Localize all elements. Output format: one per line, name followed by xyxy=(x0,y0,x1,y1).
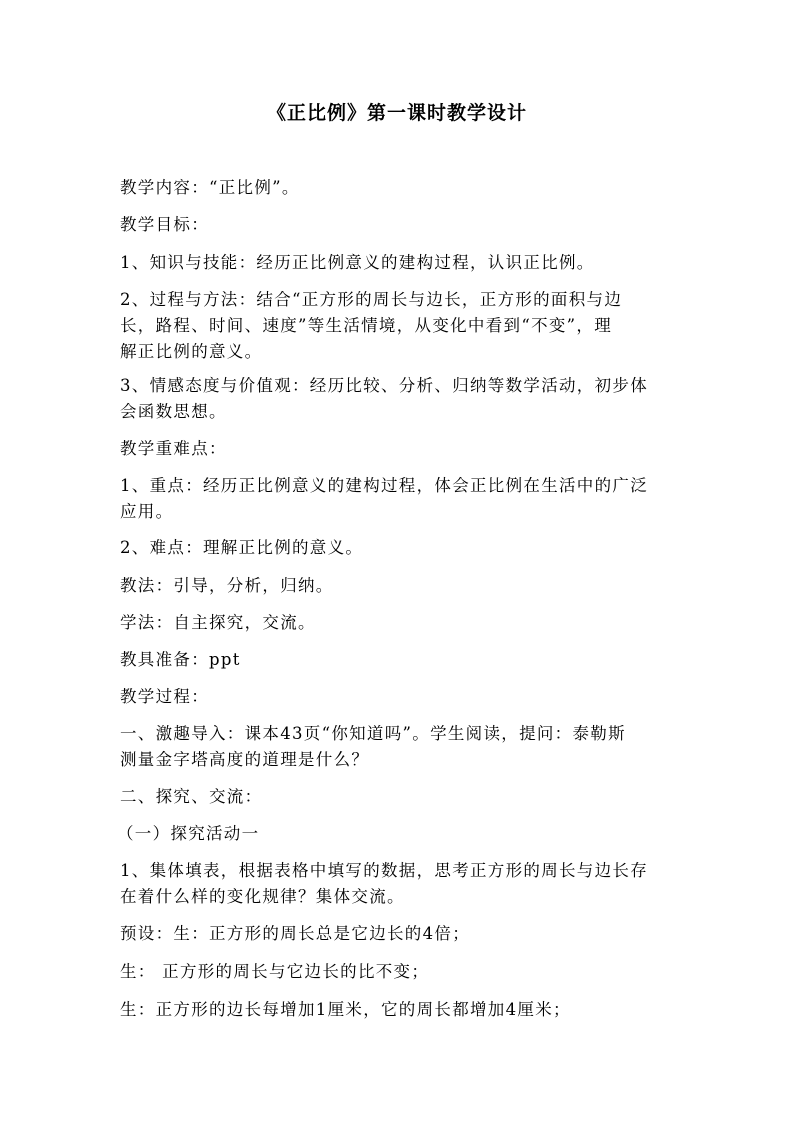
text-line: 教法：引导，分析，归纳。 xyxy=(120,576,334,595)
paragraph-difficult-point xyxy=(120,535,680,561)
text-line: 教学内容：“正比例”。 xyxy=(120,178,300,197)
text-line: 解正比例的意义。 xyxy=(120,342,263,361)
text-line: 2、难点：理解正比例的意义。 xyxy=(120,538,364,557)
paragraph-activity-1-task xyxy=(120,858,680,910)
text-line: 学法：自主探究，交流。 xyxy=(120,613,316,632)
text-line: 测量金字塔高度的道理是什么？ xyxy=(120,750,370,769)
paragraph-goal-3 xyxy=(120,373,680,425)
paragraph-key-points-heading xyxy=(120,436,680,462)
paragraph-learning-method xyxy=(120,610,680,636)
text-line: 2、过程与方法：结合“正方形的周长与边长，正方形的面积与边 xyxy=(120,290,623,309)
document-title: 《正比例》第一课时教学设计 xyxy=(266,102,527,124)
paragraph-teaching-process-heading xyxy=(120,684,680,710)
text-line: 教学过程： xyxy=(120,687,209,706)
text-line: 教具准备：ppt xyxy=(120,650,241,669)
text-line: 预设：生：正方形的周长总是它边长的4倍； xyxy=(120,924,470,943)
text-line: 1、重点：经历正比例意义的建构过程，体会正比例在生活中的广泛 xyxy=(120,476,648,495)
text-line: 应用。 xyxy=(120,502,174,521)
text-line: 一、激趣导入：课本43页“你知道吗”。学生阅读，提问：泰勒斯 xyxy=(120,724,626,743)
paragraph-key-point xyxy=(120,473,680,525)
paragraph-teaching-goals-heading xyxy=(120,212,680,238)
paragraph-student-answer-increase xyxy=(120,997,680,1023)
text-line: 教学目标： xyxy=(120,215,209,234)
text-line: 1、知识与技能：经历正比例意义的建构过程，认识正比例。 xyxy=(120,253,595,272)
text-line: 生： 正方形的周长与它边长的比不变； xyxy=(120,962,430,981)
text-line: 3、情感态度与价值观：经历比较、分析、归纳等数学活动，初步体 xyxy=(120,376,648,395)
paragraph-presupposition xyxy=(120,921,680,947)
text-line: 二、探究、交流： xyxy=(120,787,263,806)
paragraph-section-2-heading xyxy=(120,784,680,810)
text-line: 会函数思想。 xyxy=(120,402,227,421)
paragraph-activity-1-heading xyxy=(117,821,677,847)
paragraph-goal-2 xyxy=(120,287,680,365)
paragraph-goal-1 xyxy=(120,250,680,276)
text-line: 1、集体填表，根据表格中填写的数据，思考正方形的周长与边长存 xyxy=(120,861,648,880)
text-line: （一）探究活动一 xyxy=(117,824,260,843)
paragraph-teaching-method xyxy=(120,573,680,599)
paragraph-section-1-intro xyxy=(120,721,680,773)
text-line: 教学重难点： xyxy=(120,439,227,458)
text-line: 在着什么样的变化规律？集体交流。 xyxy=(120,887,405,906)
paragraph-teaching-content xyxy=(120,175,680,201)
text-line: 生：正方形的边长每增加1厘米，它的周长都增加4厘米； xyxy=(120,1000,571,1019)
paragraph-student-answer-ratio xyxy=(120,959,680,985)
text-line: 长，路程、时间、速度”等生活情境，从变化中看到“不变”，理 xyxy=(120,316,613,335)
paragraph-teaching-aids xyxy=(120,647,680,673)
